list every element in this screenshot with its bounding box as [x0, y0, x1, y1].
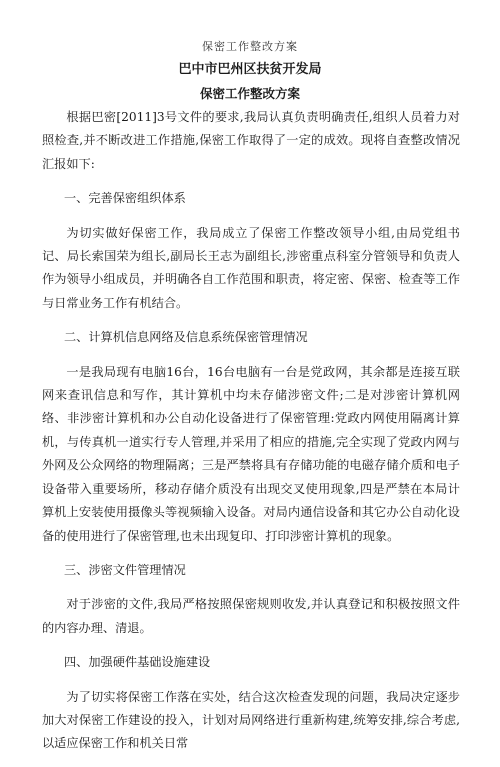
intro-paragraph: 根据巴密[2011]3号文件的要求,我局认真负责明确责任,组织人员着力对照检查,并不断改进工作措施,保密工作取得了一定的成效。现将自查整改情况汇报如下: [42, 110, 460, 171]
section-paragraph-2: 一是我局现有电脑16台，16台电脑有一台是党政网，其余都是连接互联网来查讯信息和写作，其计算机中均未存储涉密文件;二是对涉密计算机网络、非涉密计算机和办公自动化设备进行了保密管理:党政内网使用隔离计算机，与传真机一道实行专人管理,并采用了相应的措施,完全实现了党政内网与外网及公众网络的物理隔离；三是严禁将具有存储功能的电磁存储介质和电子设备带入重要场所，移动存储介质没有出现交叉使用现象,四是严禁在本局计算机上安装使用摄像头等视频输入设备。对局内通信设备和其它办公自动化设备的使用进行了保密管理,也未出现复印、打印涉密计算机的现象。 [42, 364, 460, 543]
section-heading-3: 三、涉密文件管理情况 [64, 562, 186, 577]
section-paragraph-1: 为切实做好保密工作，我局成立了保密工作整改领导小组,由局党组书记、局长索国荣为组长,副局长王志为副组长,涉密重点科室分管领导和负责人作为领导小组成员，并明确各自工作范围和职责，将定密、保密、检查等工作与日常业务工作有机结合。 [42, 225, 460, 310]
running-header: 保密工作整改方案 [202, 40, 298, 53]
document-body [42, 106, 460, 767]
section-paragraph-3: 对于涉密的文件,我局严格按照保密规则收发,并认真登记和积极按照文件的内容办理、清退。 [42, 597, 460, 635]
section-heading-4: 四、加强硬件基础设施建设 [64, 655, 211, 670]
organization-title: 巴中市巴州区扶贫开发局 [178, 62, 322, 77]
section-paragraph-4: 为了切实将保密工作落在实处，结合这次检查发现的问题，我局决定逐步加大对保密工作建设的投入，计划对局网络进行重新构建,统筹安排,综合考虑,以适应保密工作和机关日常 [42, 689, 460, 751]
section-heading-2: 二、计算机信息网络及信息系统保密管理情况 [64, 330, 308, 345]
document-title: 保密工作整改方案 [199, 86, 300, 101]
section-heading-1: 一、完善保密组织体系 [64, 191, 186, 206]
